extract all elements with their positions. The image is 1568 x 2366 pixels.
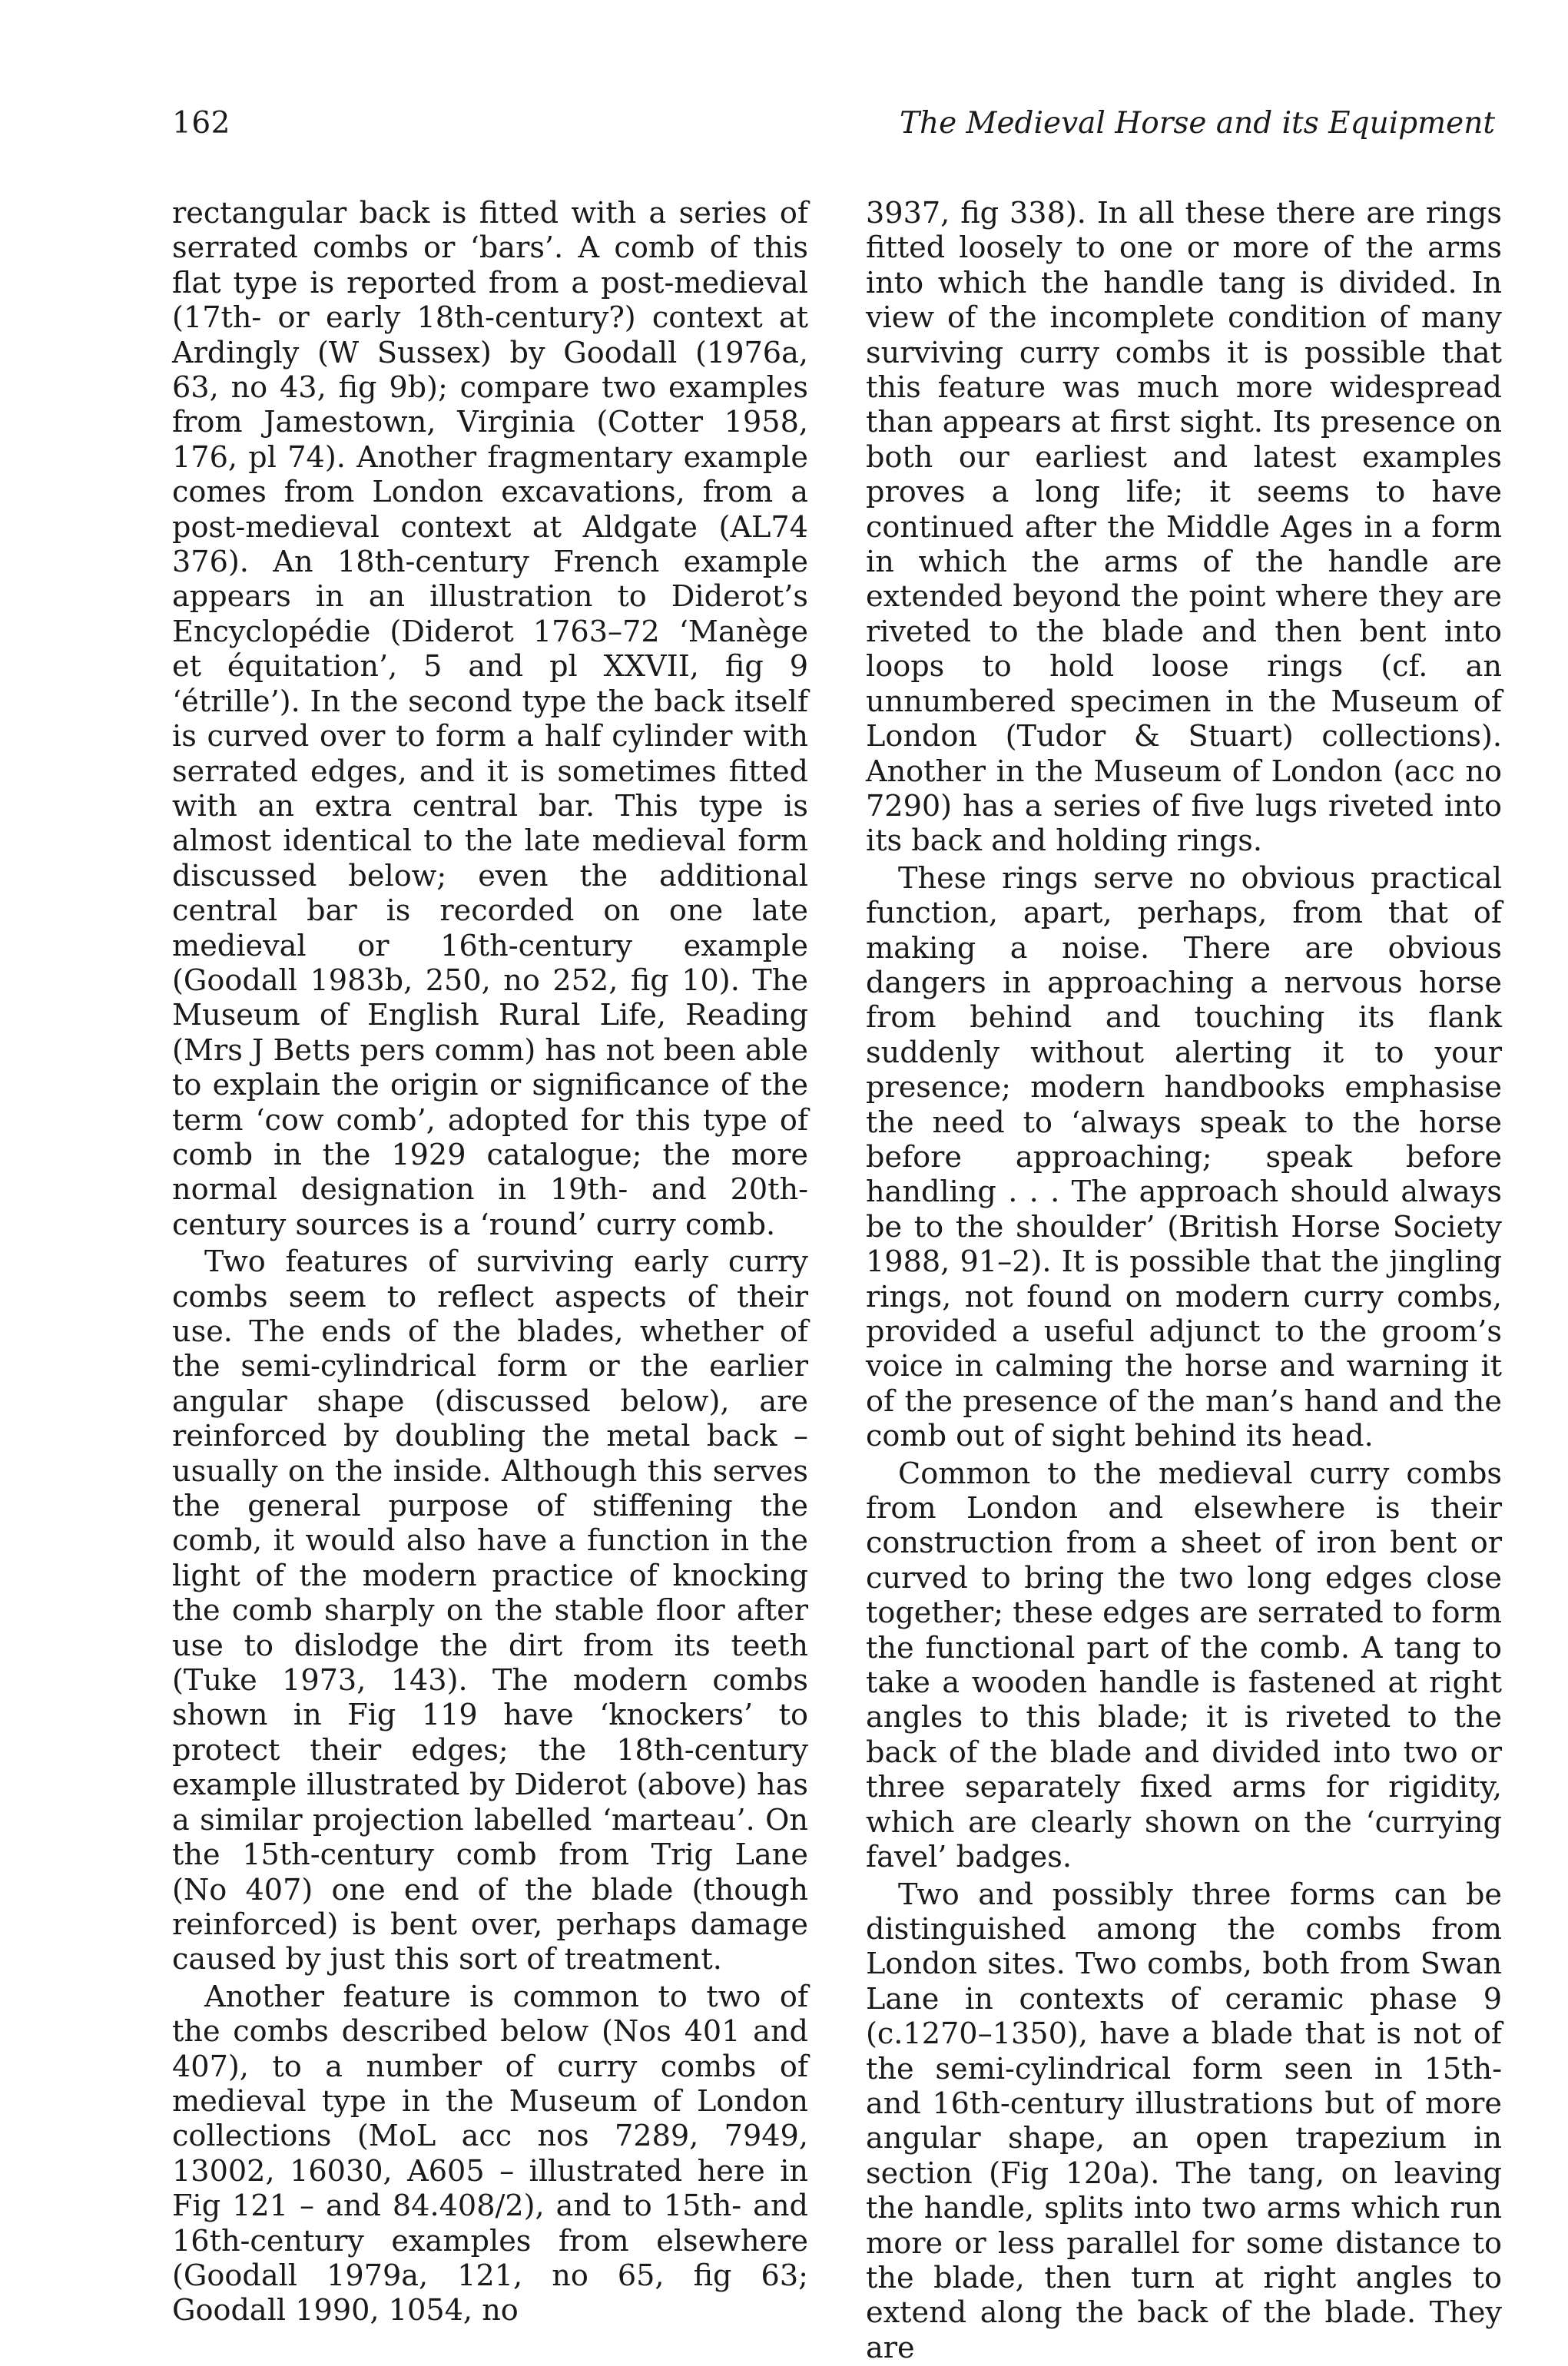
paragraph: Two and possibly three forms can be distinguished among the combs from London sites. Two combs, both from Swan Lane in contexts of ceramic phase 9 (c.1270–1350), have a blade that is not of the semi-cylindrical form seen in 15th- and 16th-century illustrations but of more angular shape, an open trapezium in section (Fig 120a). The tang, on leaving the handle, splits into two arms which run more or less parallel for some distance to the blade, then turn at right angles to extend along the back of the blade. They are bbox=[866, 1878, 1502, 2366]
running-title: The Medieval Horse and its Equipment bbox=[900, 106, 1495, 141]
paragraph: These rings serve no obvious practical function, apart, perhaps, from that of making a noise. There are obvious dangers in approaching a nervous horse from behind and touching its flank suddenly without alerting it to your presence; modern handbooks emphasise the need to ‘always speak to the horse before approaching; speak before handling . . . The approach should always be to the shoulder’ (British Horse Society 1988, 91–2). It is possible that the jingling rings, not found on modern curry combs, provided a useful adjunct to the groom’s voice in calming the horse and warning it of the presence of the man’s hand and the comb out of sight behind its head. bbox=[866, 862, 1502, 1455]
page-header bbox=[172, 106, 1495, 152]
paragraph: 3937, fig 338). In all these there are rings fitted loosely to one or more of the arms into which the handle tang is divided. In view of the incomplete condition of many surviving curry combs it is possible that this feature was much more widespread than appears at first sight. Its presence on both our earliest and latest examples proves a long life; it seems to have continued after the Middle Ages in a form in which the arms of the handle are extended beyond the point where they are riveted to the blade and then bent into loops to hold loose rings (cf. an unnumbered specimen in the Museum of London (Tudor & Stuart) collections). Another in the Museum of London (acc no 7290) has a series of five lugs riveted into its back and holding rings. bbox=[866, 197, 1502, 860]
paragraph: Another feature is common to two of the combs described below (Nos 401 and 407), to a number of curry combs of medieval type in the Museum of London collections (MoL acc nos 7289, 7949, 13002, 16030, A605 – illustrated here in Fig 121 – and 84.408/2), and to 15th- and 16th-century examples from elsewhere (Goodall 1979a, 121, no 65, fig 63; Goodall 1990, 1054, no bbox=[172, 1980, 808, 2329]
page-number: 162 bbox=[172, 106, 230, 141]
paragraph: Two features of surviving early curry combs seem to reflect aspects of their use. The ends of the blades, whether of the semi-cylindrical form or the earlier angular shape (discussed below), are reinforced by doubling the metal back – usually on the inside. Although this serves the general purpose of stiffening the comb, it would also have a function in the light of the modern practice of knocking the comb sharply on the stable floor after use to dislodge the dirt from its teeth (Tuke 1973, 143). The modern combs shown in Fig 119 have ‘knockers’ to protect their edges; the 18th-century example illustrated by Diderot (above) has a similar projection labelled ‘marteau’. On the 15th-century comb from Trig Lane (No 407) one end of the blade (though reinforced) is bent over, perhaps damage caused by just this sort of treatment. bbox=[172, 1245, 808, 1978]
paragraph: rectangular back is fitted with a series of serrated combs or ‘bars’. A comb of this flat type is reported from a post-medieval (17th- or early 18th-century?) context at Ardingly (W Sussex) by Goodall (1976a, 63, no 43, fig 9b); compare two examples from Jamestown, Virginia (Cotter 1958, 176, pl 74). Another fragmentary example comes from London excavations, from a post-medieval context at Aldgate (AL74 376). An 18th-century French example appears in an illustration to Diderot’s Encyclopédie (Diderot 1763–72 ‘Manège et équitation’, 5 and pl XXVII, fig 9 ‘étrille’). In the second type the back itself is curved over to form a half cylinder with serrated edges, and it is sometimes fitted with an extra central bar. This type is almost identical to the late medieval form discussed below; even the additional central bar is recorded on one late medieval or 16th-century example (Goodall 1983b, 250, no 252, fig 10). The Museum of English Rural Life, Reading (Mrs J Betts pers comm) has not been able to explain the origin or significance of the term ‘cow comb’, adopted for this type of comb in the 1929 catalogue; the more normal designation in 19th- and 20th-century sources is a ‘round’ curry comb. bbox=[172, 197, 808, 1243]
paragraph: Common to the medieval curry combs from London and elsewhere is their construction from a sheet of iron bent or curved to bring the two long edges close together; these edges are serrated to form the functional part of the comb. A tang to take a wooden handle is fastened at right angles to this blade; it is riveted to the back of the blade and divided into two or three separately fixed arms for rigidity, which are clearly shown on the ‘currying favel’ badges. bbox=[866, 1457, 1502, 1876]
left-column bbox=[172, 197, 808, 2329]
right-column bbox=[866, 197, 1502, 2366]
